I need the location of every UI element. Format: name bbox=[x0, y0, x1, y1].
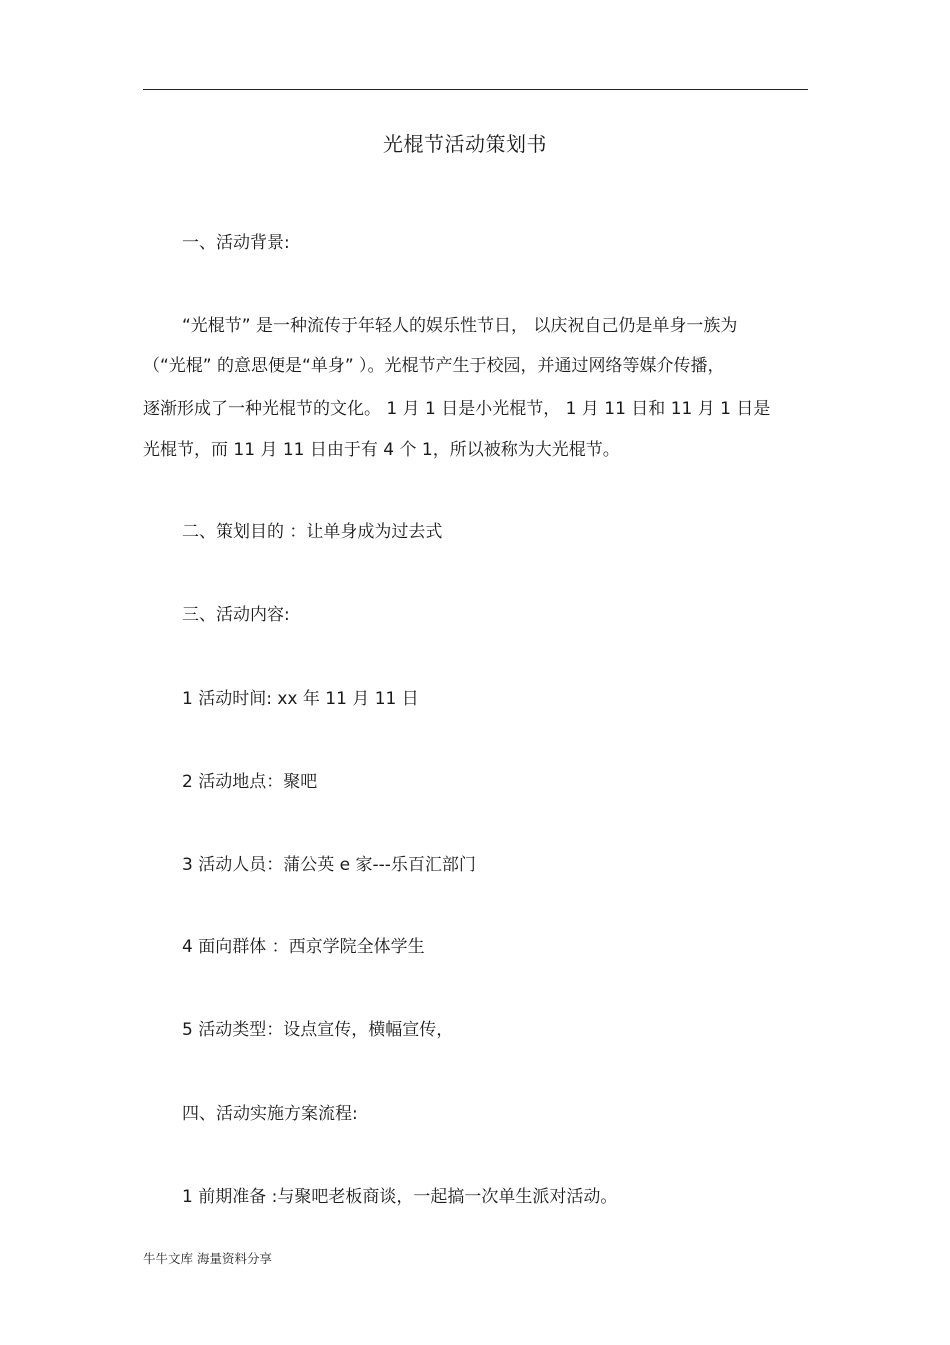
background-paragraph-line-3: 逐渐形成了一种光棍节的文化。 1 月 1 日是小光棍节， 1 月 11 日和 11 月 1 日是 bbox=[143, 399, 771, 419]
background-paragraph-line-4: 光棍节，而 11 月 11 日由于有 4 个 1，所以被称为大光棍节。 bbox=[143, 440, 620, 460]
content-item-time: 1 活动时间: xx 年 11 月 11 日 bbox=[182, 689, 419, 709]
section-heading-purpose: 二、策划目的 ：让单身成为过去式 bbox=[182, 522, 443, 542]
header-rule bbox=[143, 89, 808, 90]
footer-text: 牛牛文库 海量资料分享 bbox=[143, 1251, 272, 1266]
section-heading-content: 三、活动内容: bbox=[182, 605, 290, 625]
document-title: 光棍节活动策划书 bbox=[383, 132, 547, 156]
content-item-staff: 3 活动人员：蒲公英 e 家---乐百汇部门 bbox=[182, 855, 476, 875]
section-heading-background: 一、活动背景: bbox=[182, 233, 290, 253]
process-item-preparation: 1 前期准备 :与聚吧老板商谈，一起搞一次单生派对活动。 bbox=[182, 1187, 618, 1207]
background-paragraph-line-2: （“光棍” 的意思便是“单身” ）。光棍节产生于校园，并通过网络等媒介传播， bbox=[143, 356, 725, 376]
content-item-type: 5 活动类型：设点宣传，横幅宣传， bbox=[182, 1020, 454, 1040]
content-item-audience: 4 面向群体 ：西京学院全体学生 bbox=[182, 937, 425, 957]
section-heading-process: 四、活动实施方案流程: bbox=[182, 1104, 358, 1124]
background-paragraph-line-1: “光棍节” 是一种流传于年轻人的娱乐性节日， 以庆祝自己仍是单身一族为 bbox=[182, 316, 738, 336]
content-item-location: 2 活动地点：聚吧 bbox=[182, 772, 318, 792]
